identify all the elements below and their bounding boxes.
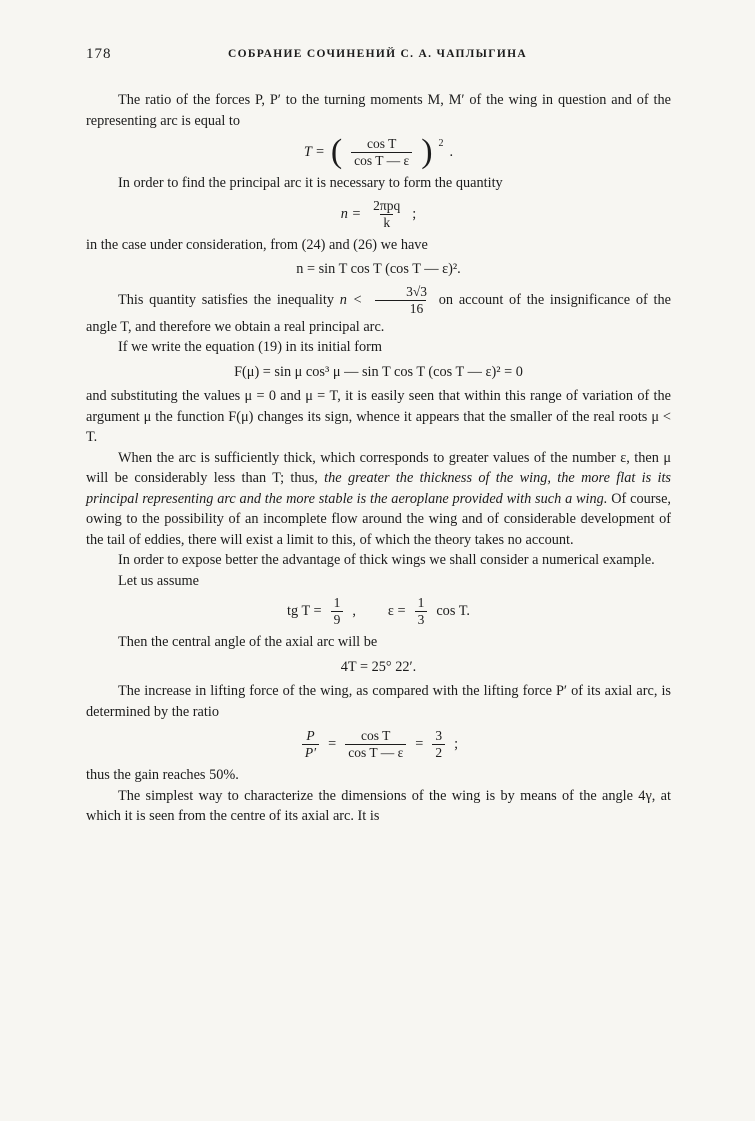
equation-ratio: $\frac{P}{P'}$ = $\frac{\text{cos T}}{\text{cos T — ε}}$ = $\frac{3}{2}$ ; [86,726,671,761]
equation-T: T = ( $\frac{\text{cos T}}{\text{cos T — ε}}$ ) 2 . [303,133,454,170]
equation-tg: tg T = $\frac{1}{9}$ , ε = $\frac{1}{3}$ cos T. [287,595,470,627]
paragraph: In order to expose better the advantage of thick wings we shall consider a numerical example. [118,552,655,568]
paragraph: thus the gain reaches 50%. [86,767,239,783]
fraction: $\frac{\text{2πpq}}{k}$ [373,197,401,230]
paragraph: In order to find the principal arc it is necessary to form the quantity [118,175,503,191]
equation-n2: n = sin T cos T (cos T — ε)². [296,261,461,277]
paragraph: The ratio of the forces P, P′ to the turning moments M, M′ of the wing in question and of the representing arc is equal to [86,92,671,129]
paragraph: in the case under consideration, from (24) and (26) we have [86,236,428,253]
paragraph: The increase in lifting force of the wing, as compared with the lifting force P′ of its axial arc, is determined by the ratio [86,683,671,720]
page-number: 178 [86,46,112,62]
fraction: $\frac{\text{cos T}}{\text{cos T — ε}}$ [345,728,406,761]
paragraph: The simplest way to characterize the dimensions of the wing is by means of the angle 4γ, at which it is seen from the centre of its axial arc. It is [86,787,671,824]
equation-F: F(μ) = sin μ cos³ μ — sin T cos T (cos T — ε)² = 0 [234,363,523,380]
paragraph: and substituting the values μ = 0 and μ = T, it is easily seen that within this range of variation of the argument μ the function F(μ) changes its sign, whence it appears that the smaller of the real roots μ < T. [86,388,671,445]
equation-4T: 4T = 25° 22′. [340,658,417,675]
paragraph: Let us assume [118,572,199,589]
fraction: $\frac{1}{9}$ [331,595,344,628]
fraction: $\frac{1}{3}$ [415,595,428,628]
paragraph: When the arc is sufficiently thick, which corresponds to greater values of the number ε, then μ will be considerably less than T; thus, the greater the thickness of the wing, the more flat is its principal representing arc and the more stable is the aeroplane provided with such a wing. Of course, owing to the possibility of an incomplete flow around the wing and of considerable development of the tail of eddies, there will exist a limit to this, of which the theory takes no account. [86,449,671,548]
eq-lhs: T = [303,143,325,160]
fraction: $\frac{3}{2}$ [432,728,445,761]
page-header [86,46,669,66]
fraction: $\frac{\text{cos T}}{\text{cos T — ε}}$ [351,136,412,169]
paragraph: Then the central angle of the axial arc will be [118,634,378,650]
paragraph: If we write the equation (19) in its initial form [118,339,383,355]
fraction: $\frac{P}{P'}$ [302,728,319,761]
page-body [86,90,671,827]
paragraph: This quantity satisfies the inequality n < $\frac{3√3}{16}$ on account of the insignificance of the angle T, and therefore we obtain a real principal arc. [86,283,672,335]
fraction: $\frac{3√3}{16}$ [371,284,430,317]
equation-n: n = $\frac{\text{2πpq}}{k}$ ; [340,197,417,230]
running-head: СОБРАНИЕ СОЧИНЕНИЙ С. А. ЧАПЛЫГИНА [228,48,527,60]
